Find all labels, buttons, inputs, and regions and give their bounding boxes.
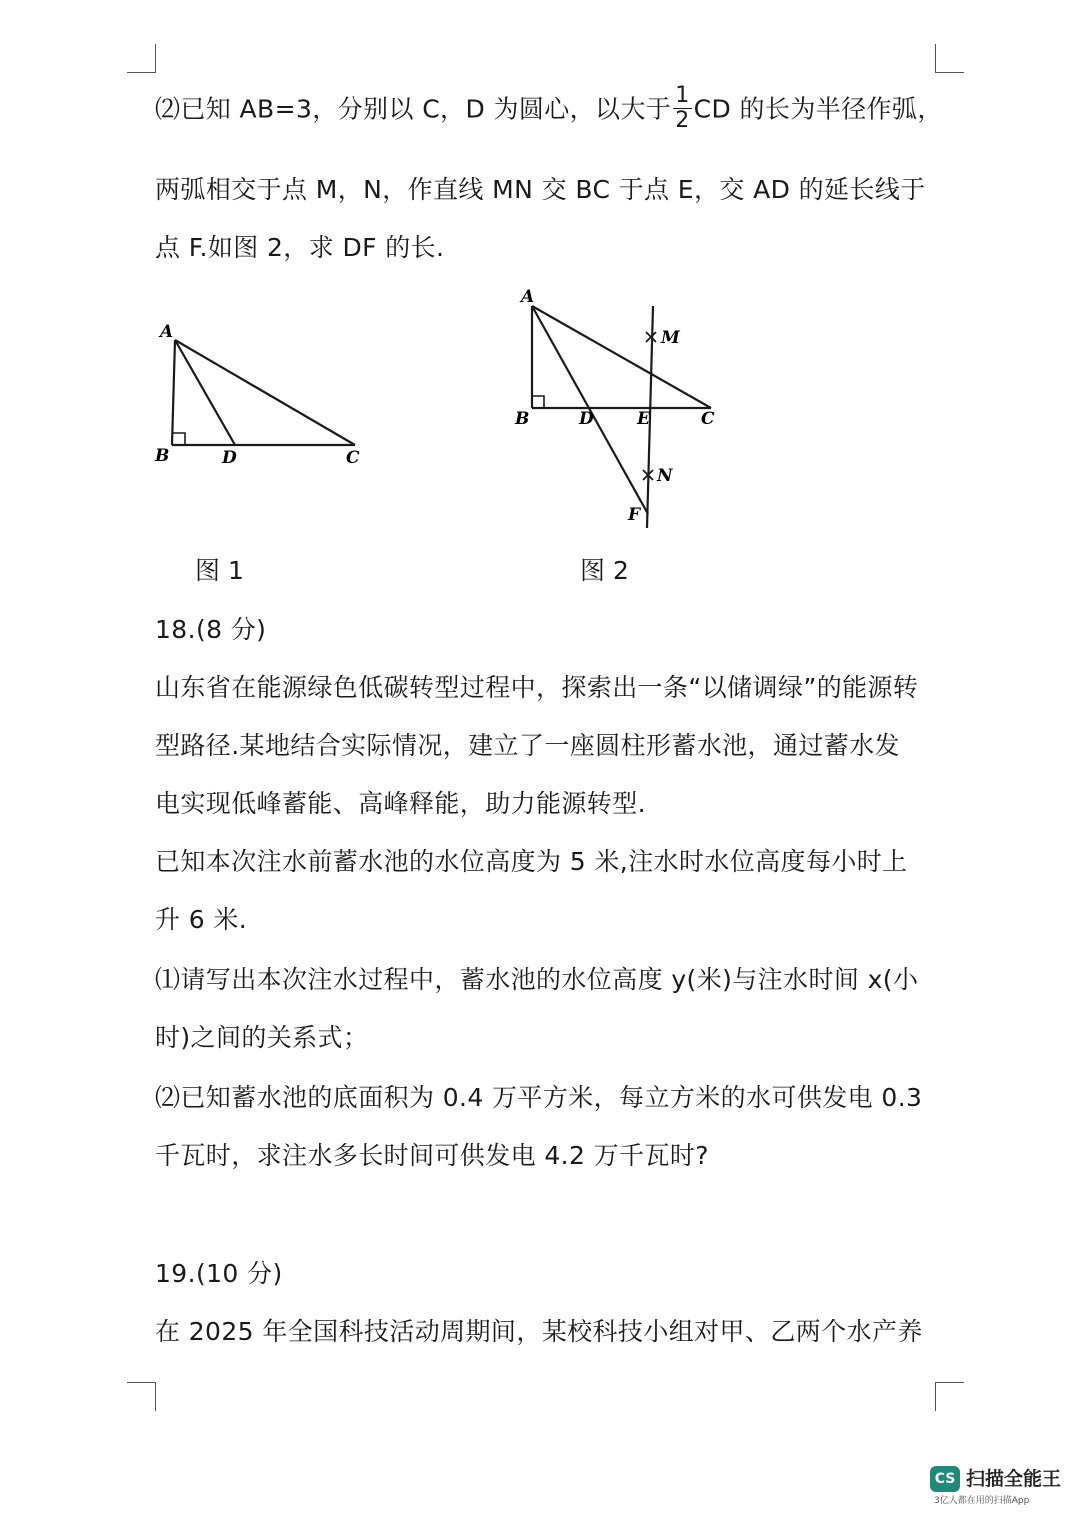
p18-heading: 18.(8 分) — [155, 615, 267, 644]
p18-para1-line2: 型路径.某地结合实际情况，建立了一座圆柱形蓄水池，通过蓄水发 — [155, 731, 900, 760]
watermark-app-name: 扫描全能王 — [966, 1468, 1062, 1490]
camscanner-logo-icon: CS — [930, 1466, 960, 1492]
figure-1-caption: 图 1 — [195, 556, 244, 585]
fig1-label-d: D — [222, 448, 237, 468]
p17-line2: 两弧相交于点 M，N，作直线 MN 交 BC 于点 E，交 AD 的延长线于 — [155, 175, 926, 204]
fig1-right-angle-mark — [172, 433, 185, 445]
p18-q2-line1: ⑵已知蓄水池的底面积为 0.4 万平方米，每立方米的水可供发电 0.3 — [155, 1083, 923, 1112]
fig2-label-c: C — [701, 409, 715, 429]
crop-mark-bottom-right — [935, 1382, 964, 1411]
p18-para2-line1: 已知本次注水前蓄水池的水位高度为 5 米,注水时水位高度每小时上 — [155, 847, 908, 876]
p19-heading: 19.(10 分) — [155, 1259, 283, 1288]
p18-q1-line2: 时)之间的关系式； — [155, 1023, 369, 1052]
fig2-label-n: N — [657, 466, 673, 486]
fig2-label-b: B — [515, 409, 530, 429]
p18-para1-line3: 电实现低峰蓄能、高峰释能，助力能源转型. — [155, 789, 646, 818]
figure-2-caption: 图 2 — [580, 556, 629, 585]
p17-line1-b: CD 的长为半径作弧， — [693, 94, 943, 124]
fraction-denominator: 2 — [675, 108, 690, 133]
p18-para1-line1: 山东省在能源绿色低碳转型过程中，探索出一条“以储调绿”的能源转 — [155, 673, 919, 702]
fig2-label-d: D — [579, 409, 594, 429]
figure-1 — [150, 315, 370, 475]
figure-2-svg — [505, 282, 735, 532]
fig1-segment-ab — [172, 340, 175, 445]
p17-line1-a: ⑵已知 AB=3，分别以 C，D 为圆心，以大于 — [155, 94, 672, 124]
p18-para2-line2: 升 6 米. — [155, 905, 248, 934]
crop-mark-top-left — [127, 44, 156, 73]
fraction-numerator: 1 — [675, 83, 690, 108]
p18-q2-line2: 千瓦时，求注水多长时间可供发电 4.2 万千瓦时? — [155, 1141, 709, 1170]
scanner-watermark — [930, 1466, 1070, 1516]
fraction-one-half — [673, 84, 691, 133]
fig1-segment-ac — [175, 340, 355, 445]
fig2-label-m: M — [661, 328, 680, 348]
fig2-label-e: E — [637, 409, 650, 429]
watermark-tagline: 3亿人都在用的扫描App — [934, 1496, 1030, 1506]
fig2-segment-ac — [532, 306, 711, 408]
p17-line1 — [155, 83, 945, 135]
fig2-right-angle-mark — [532, 396, 544, 408]
fig2-label-f: F — [628, 505, 641, 525]
p17-line3: 点 F.如图 2，求 DF 的长. — [155, 233, 445, 262]
fig1-segment-ad — [175, 340, 235, 445]
fig1-label-c: C — [346, 448, 360, 468]
crop-mark-top-right — [935, 44, 964, 73]
figure-1-svg — [150, 315, 370, 475]
crop-mark-bottom-left — [127, 1382, 156, 1411]
fig1-label-b: B — [155, 446, 170, 466]
p18-q1-line1: ⑴请写出本次注水过程中，蓄水池的水位高度 y(米)与注水时间 x(小 — [155, 965, 919, 994]
figure-2 — [505, 282, 735, 532]
fig2-label-a: A — [521, 287, 535, 307]
p19-line1: 在 2025 年全国科技活动周期间，某校科技小组对甲、乙两个水产养 — [155, 1317, 923, 1346]
fig1-label-a: A — [160, 322, 174, 342]
